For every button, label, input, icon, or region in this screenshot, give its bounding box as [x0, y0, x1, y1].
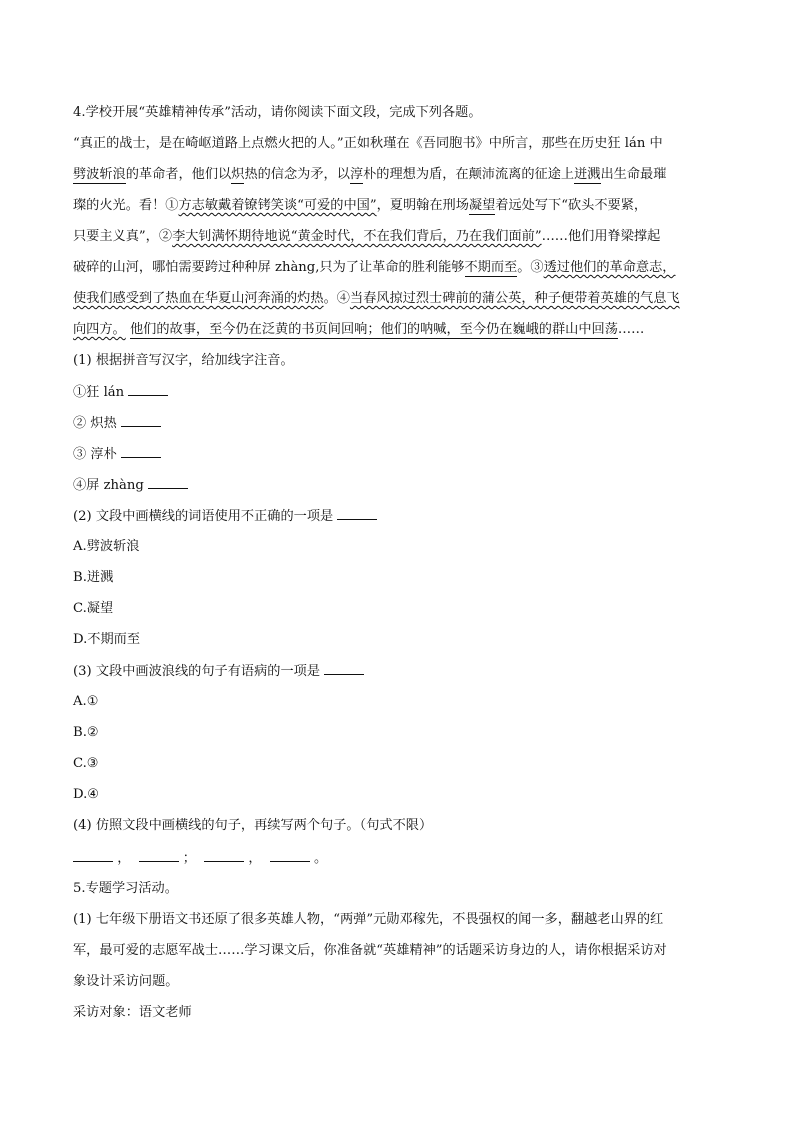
underlined-word-bengjian: 迸溅 [574, 167, 601, 182]
wavy-sentence-3b: 使我们感受到了热血在华夏山河奔涌的灼热 [73, 291, 324, 306]
subquestion-1-item-4: ④屏 zhàng [73, 476, 734, 495]
answer-blank[interactable] [73, 849, 113, 862]
underlined-word-buqierzhi: 不期而至 [464, 260, 518, 275]
subquestion-3-option-c: C.③ [73, 756, 99, 771]
wavy-sentence-1: 方志敏戴着镣铐笑谈“可爱的中国” [178, 198, 377, 213]
underlined-char-chun: 淳 [349, 167, 364, 182]
underlined-word-ningwang: 凝望 [468, 198, 496, 213]
question-5-title: 5.专题学习活动。 [73, 881, 178, 896]
interview-target: 采访对象：语文老师 [73, 1005, 192, 1020]
passage-line-1: “真正的战士，是在崎岖道路上点燃火把的人。”正如秋瑾在《吾同胞书》中所言，那些在历史狂 lán 中 [73, 136, 663, 151]
underlined-word-pibozhanlang: 劈波斩浪 [73, 167, 126, 182]
answer-blank[interactable] [121, 445, 161, 458]
wavy-sentence-4a: 当春风掠过烈士碑前的蒲公英，种子便带着英雄的气息飞 [349, 291, 680, 306]
subquestion-1-item-3: ③ 淳朴 [73, 445, 734, 464]
answer-blank[interactable] [324, 662, 364, 675]
subquestion-2-option-a: A.劈波斩浪 [73, 539, 140, 554]
underlined-char-chi: 炽 [231, 167, 245, 182]
question-5-line-3: 象设计采访问题。 [73, 974, 179, 989]
passage-line-3: 璨的火光。看！①方志敏戴着镣铐笑谈“可爱的中国”，夏明翰在刑场凝望着远处写下“砍头不要紧， [73, 198, 648, 213]
subquestion-3: (3) 文段中画波浪线的句子有语病的一项是 [73, 662, 734, 681]
answer-blank[interactable] [337, 507, 377, 520]
subquestion-2-option-c: C.凝望 [73, 601, 114, 616]
answer-blank[interactable] [148, 476, 188, 489]
answer-blank[interactable] [139, 849, 179, 862]
subquestion-2-option-b: B.迸溅 [73, 570, 114, 585]
wavy-sentence-4b: 向四方。 [73, 322, 126, 337]
wavy-sentence-2: 李大钊满怀期待地说“黄金时代，不在我们背后，乃在我们面前” [172, 229, 542, 244]
subquestion-2: (2) 文段中画横线的词语使用不正确的一项是 [73, 507, 734, 526]
subquestion-4: (4) 仿照文段中画横线的句子，再续写两个句子。（句式不限） [73, 818, 433, 833]
passage-line-6: 使我们感受到了热血在华夏山河奔涌的灼热。④当春风掠过烈士碑前的蒲公英，种子便带着英雄的气息飞 [73, 291, 680, 306]
subquestion-2-option-d: D.不期而至 [73, 632, 141, 647]
subquestion-3-option-b: B.② [73, 725, 99, 740]
subquestion-1-item-1: ①狂 lán [73, 383, 734, 402]
passage-line-7: 向四方。 他们的故事，至今仍在泛黄的书页间回响；他们的呐喊，至今仍在巍峨的群山中回荡…… [73, 322, 645, 337]
subquestion-4-blanks: ， ； ， 。 [73, 849, 734, 868]
question-4-title: 4.学校开展“英雄精神传承”活动，请你阅读下面文段，完成下列各题。 [73, 105, 482, 120]
question-5-line-2: 军，最可爱的志愿军战士……学习课文后，你准备就“英雄精神”的话题采访身边的人，请你根据采访对 [73, 943, 667, 958]
subquestion-3-option-a: A.① [73, 694, 99, 709]
passage-line-5: 破碎的山河，哪怕需要跨过种种屏 zhàng,只为了让革命的胜利能够不期而至。③透过他们的革命意志， [73, 260, 676, 275]
wavy-sentence-3a: 透过他们的革命意志， [543, 260, 676, 275]
question-5-line-1: (1) 七年级下册语文书还原了很多英雄人物，“两弹”元勋邓稼先，不畏强权的闻一多，翻越老山界的红 [73, 912, 664, 927]
subquestion-1: (1) 根据拼音写汉字，给加线字注音。 [73, 353, 294, 368]
answer-blank[interactable] [204, 849, 244, 862]
answer-blank[interactable] [128, 383, 168, 396]
answer-blank[interactable] [270, 849, 310, 862]
subquestion-1-item-2: ② 炽热 [73, 414, 734, 433]
passage-line-4: 只要主义真”，②李大钊满怀期待地说“黄金时代，不在我们背后，乃在我们面前”……他们用脊梁撑起 [73, 229, 661, 244]
subquestion-3-option-d: D.④ [73, 787, 100, 802]
underlined-sentence-model: 他们的故事，至今仍在泛黄的书页间回响；他们的呐喊，至今仍在巍峨的群山中回荡 [129, 322, 618, 337]
answer-blank[interactable] [121, 414, 161, 427]
passage-line-2: 劈波斩浪的革命者，他们以炽热的信念为矛，以淳朴的理想为盾，在颠沛流离的征途上迸溅出生命最璀 [73, 167, 667, 182]
